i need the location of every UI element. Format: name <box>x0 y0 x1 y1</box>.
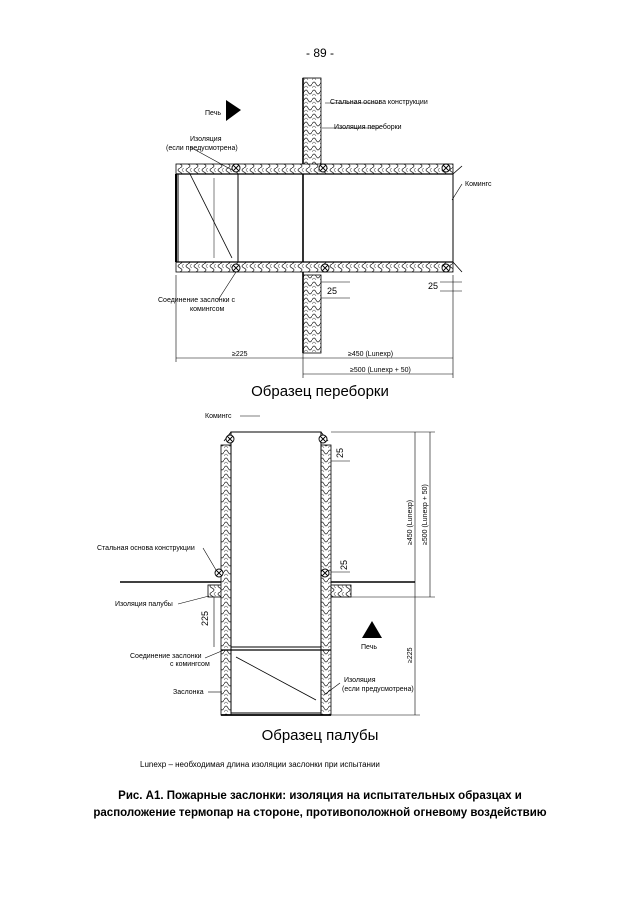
deck-insulation-opt-label-2: (если предусмотрена) <box>342 686 414 693</box>
duct-top-insulation <box>176 164 453 174</box>
figure-caption-line-2: расположение термопар на стороне, противоположной огневому воздействию <box>93 807 547 819</box>
deck-wall-left-insulation <box>221 445 231 715</box>
insulation-label-2: (если предусмотрена) <box>166 145 238 152</box>
connection-label-2: комингсом <box>190 306 225 313</box>
furnace-arrow-icon <box>226 100 241 121</box>
connection-label-1: Соединение заслонки с <box>158 297 235 304</box>
deck-thermocouple-marks <box>215 435 329 577</box>
thermocouple-marks <box>232 164 450 272</box>
lunexp-note: Lunexp – необходимая длина изоляции заслонки при испытании <box>140 760 380 769</box>
insulation-label-1: Изоляция <box>190 136 222 143</box>
deck-dim-450: ≥450 (Lunexp) <box>407 499 414 545</box>
deck-insulation-opt-label-1: Изоляция <box>344 677 376 684</box>
deck-caption: Образец палубы <box>261 727 379 744</box>
deck-dim-25-top: 25 <box>335 447 345 458</box>
bulkhead-caption: Образец переборки <box>251 383 389 400</box>
deck-coaming-label: Комингс <box>205 413 232 420</box>
dim-25-right: 25 <box>428 281 439 291</box>
damper-body <box>178 174 238 262</box>
dim-450: ≥450 (Lunexp) <box>348 351 394 358</box>
deck-dim-25-mid: 25 <box>339 559 349 570</box>
deck-specimen <box>97 413 435 715</box>
deck-insulation-label: Изоляция палубы <box>115 601 173 608</box>
deck-dim-500: ≥500 (Lunexp + 50) <box>422 484 429 545</box>
deck-furnace-arrow-icon <box>362 621 382 638</box>
figure-caption-line-1: Рис. А1. Пожарные заслонки: изоляция на испытательных образцах и <box>118 790 522 802</box>
bulkhead-specimen <box>158 78 492 378</box>
duct-bottom-insulation <box>176 262 453 272</box>
deck-connection-label-1: Соединение заслонки <box>130 653 202 660</box>
deck-coaming-body <box>231 432 321 647</box>
steel-base-label: Стальная основа конструкции <box>330 99 428 106</box>
bulkhead-plate-upper <box>303 78 321 170</box>
deck-damper-body <box>231 647 321 713</box>
coaming-label: Комингс <box>465 181 492 188</box>
bulkhead-insulation-label: Изоляция переборки <box>334 124 402 131</box>
deck-furnace-label: Печь <box>361 644 377 651</box>
furnace-label: Печь <box>205 110 221 117</box>
deck-dim-225-left: 225 <box>200 610 210 626</box>
coaming-body <box>238 174 453 262</box>
dim-225: ≥225 <box>232 351 248 358</box>
deck-connection-label-2: с комингсом <box>170 661 210 668</box>
bulkhead-plate-lower <box>303 275 321 353</box>
deck-damper-label: Заслонка <box>173 689 204 696</box>
dim-25-left: 25 <box>327 286 338 296</box>
deck-dim-225-right: ≥225 <box>407 647 414 663</box>
figure-caption <box>50 788 590 822</box>
deck-wall-right-insulation <box>321 445 331 715</box>
page-number: - 89 - <box>305 46 334 60</box>
dim-500: ≥500 (Lunexp + 50) <box>350 367 411 374</box>
deck-steel-base-label: Стальная основа конструкции <box>97 545 195 552</box>
